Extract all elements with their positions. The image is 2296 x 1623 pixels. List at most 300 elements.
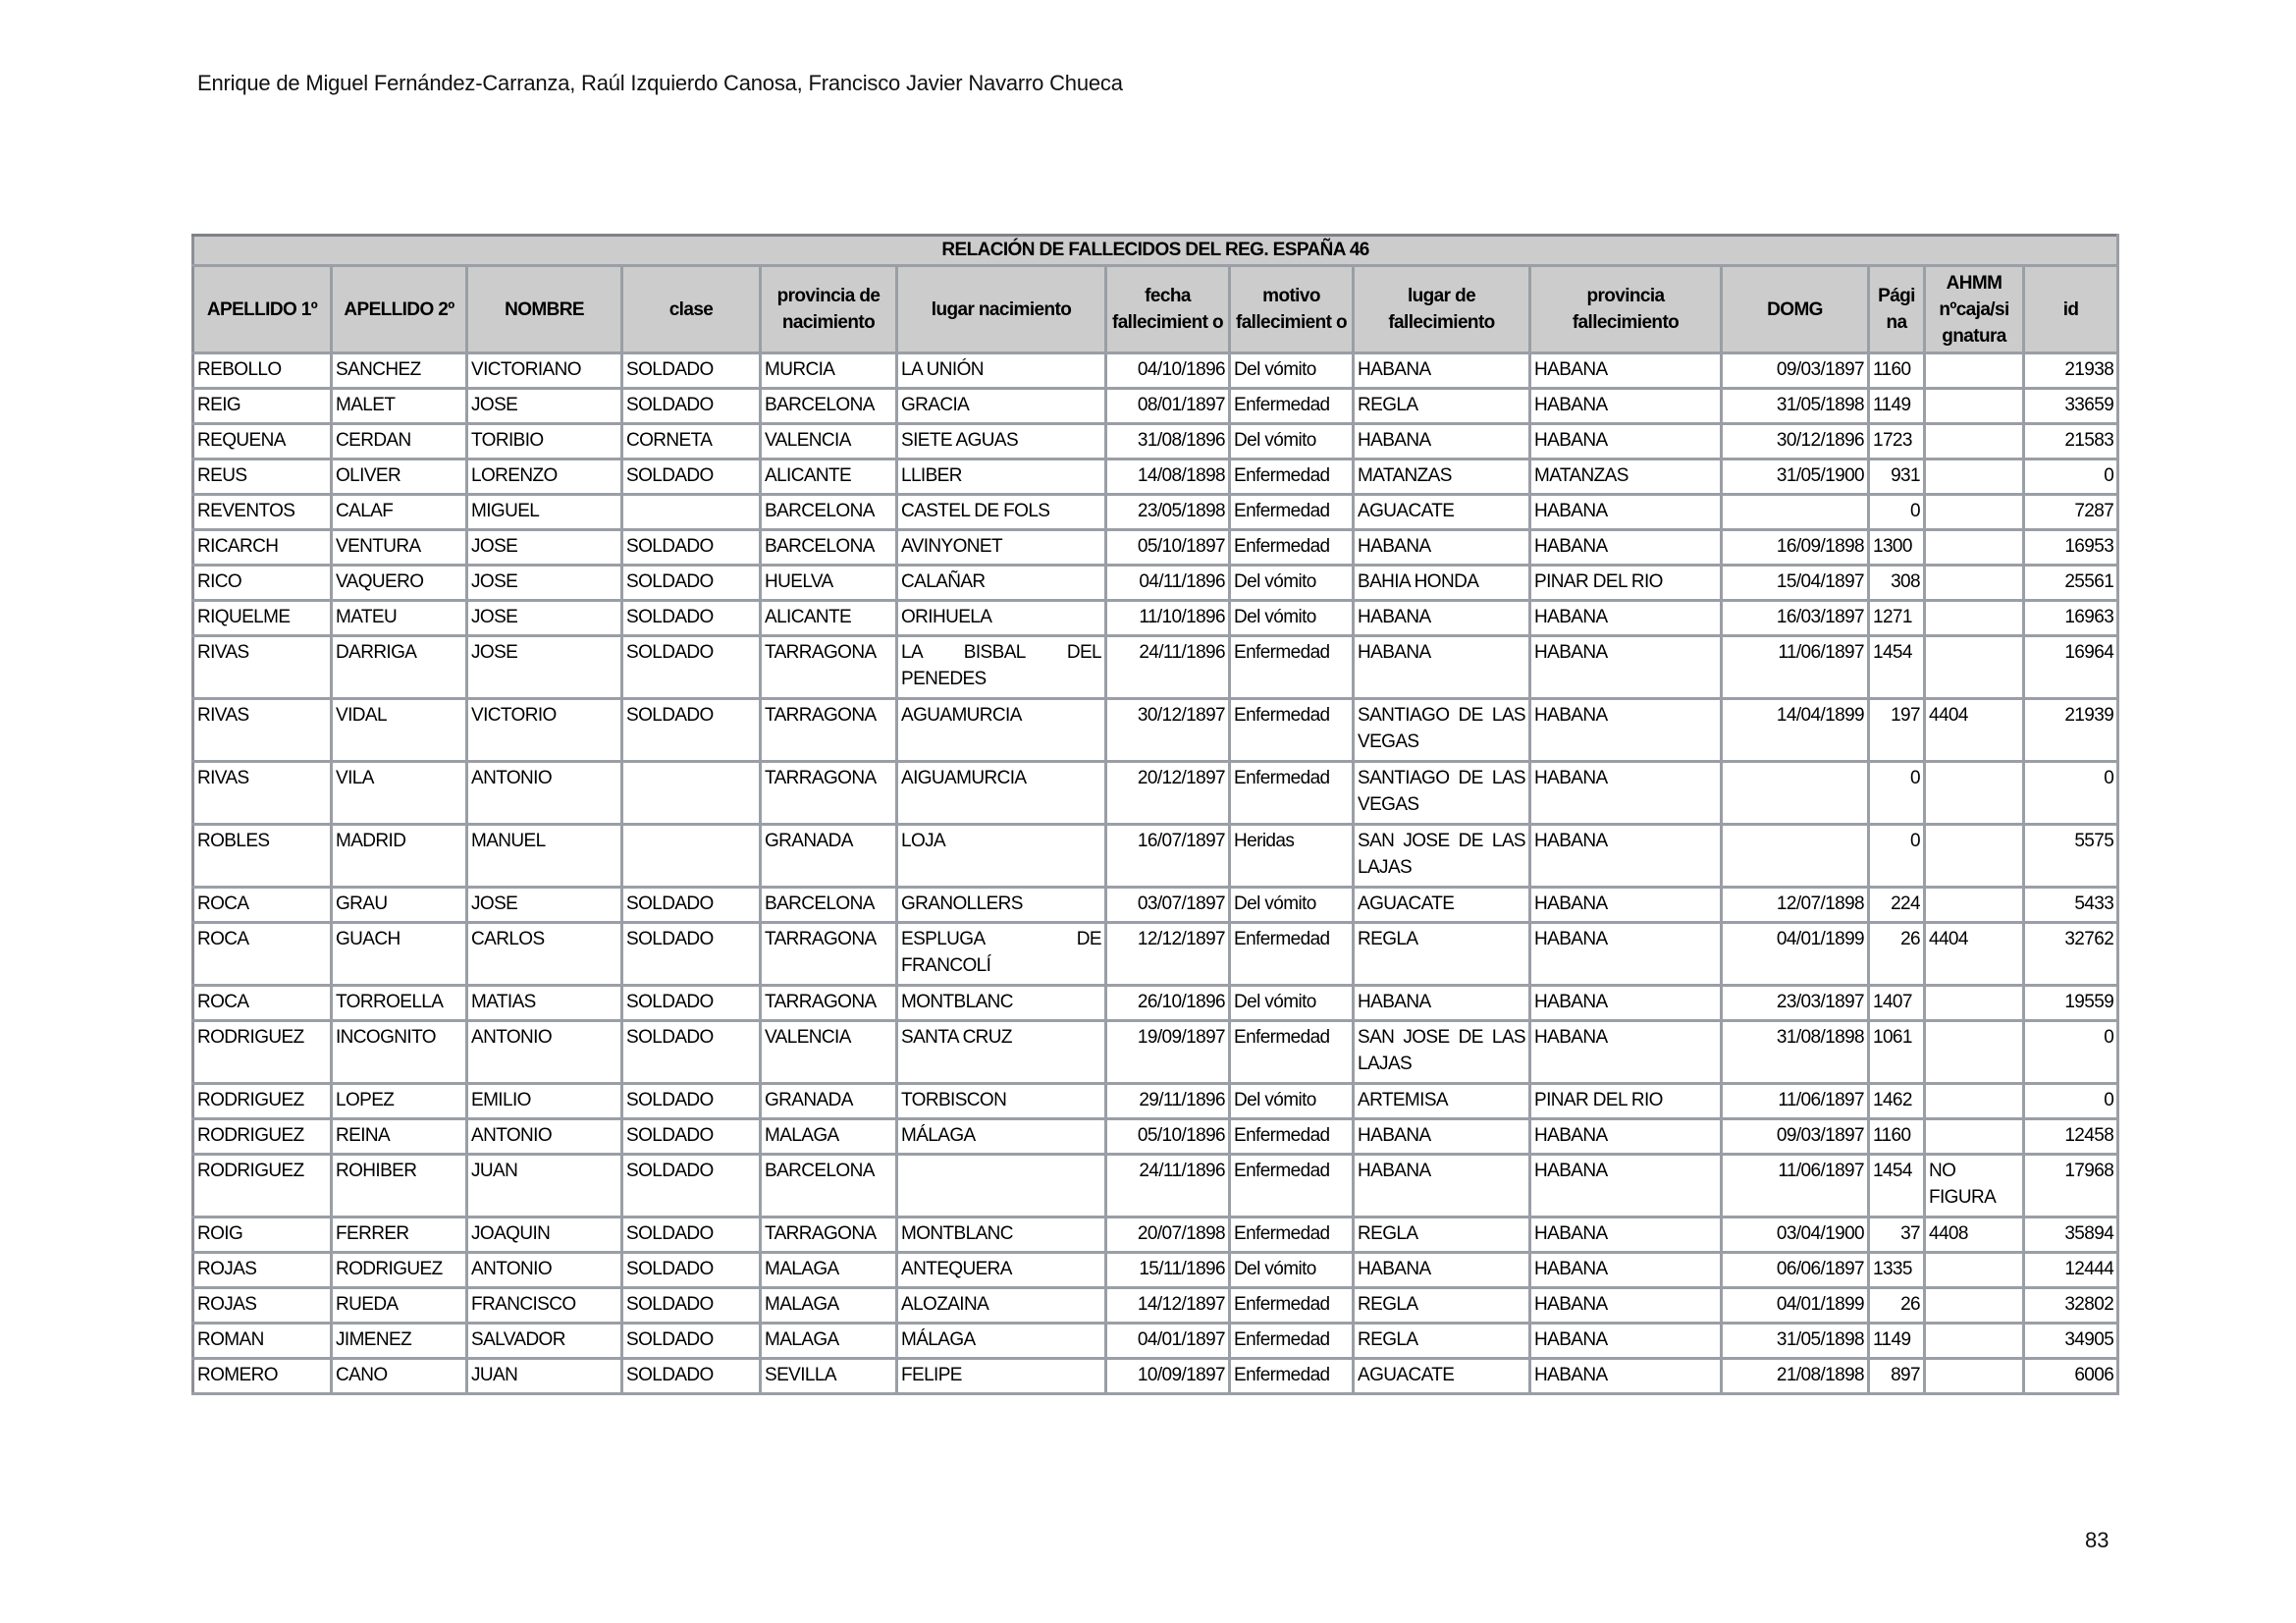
cell-lugar-nac: AVINYONET (897, 530, 1106, 566)
cell-ahmm (1925, 888, 2024, 923)
cell-clase: SOLDADO (622, 1288, 761, 1324)
cell-lugar-fall: SANTIAGO DE LAS VEGAS (1354, 762, 1530, 825)
cell-id: 0 (2024, 1084, 2118, 1119)
table-body (193, 353, 2118, 1394)
cell-pagina: 1723 (1869, 424, 1925, 460)
cell-nombre: VICTORIANO (467, 353, 622, 389)
cell-pagina: 1407 (1869, 986, 1925, 1021)
cell-nombre: ANTONIO (467, 1253, 622, 1288)
cell-provincia-fall: HABANA (1530, 530, 1722, 566)
cell-apellido1: RICARCH (193, 530, 332, 566)
cell-pagina: 308 (1869, 566, 1925, 601)
cell-id: 34905 (2024, 1324, 2118, 1359)
cell-id: 0 (2024, 762, 2118, 825)
cell-apellido2: CERDAN (332, 424, 467, 460)
cell-lugar-nac: ESPLUGA DE FRANCOLÍ (897, 923, 1106, 986)
cell-apellido1: RODRIGUEZ (193, 1021, 332, 1084)
cell-pagina: 1160 (1869, 353, 1925, 389)
cell-provincia-fall: HABANA (1530, 1253, 1722, 1288)
cell-fecha-fall: 19/09/1897 (1106, 1021, 1230, 1084)
cell-lugar-nac: LA UNIÓN (897, 353, 1106, 389)
cell-fecha-fall: 05/10/1896 (1106, 1119, 1230, 1155)
cell-domg (1722, 495, 1869, 530)
cell-provincia-fall: HABANA (1530, 1021, 1722, 1084)
cell-lugar-fall: SAN JOSE DE LAS LAJAS (1354, 825, 1530, 888)
cell-pagina: 1454 (1869, 1155, 1925, 1217)
cell-apellido1: ROCA (193, 986, 332, 1021)
cell-domg: 11/06/1897 (1722, 1155, 1869, 1217)
column-header-row (193, 266, 2118, 353)
cell-motivo: Enfermedad (1230, 1119, 1354, 1155)
cell-ahmm: NO FIGURA (1925, 1155, 2024, 1217)
cell-fecha-fall: 26/10/1896 (1106, 986, 1230, 1021)
cell-motivo: Enfermedad (1230, 762, 1354, 825)
cell-nombre: EMILIO (467, 1084, 622, 1119)
cell-clase: SOLDADO (622, 601, 761, 636)
cell-ahmm: 4404 (1925, 699, 2024, 762)
cell-ahmm (1925, 986, 2024, 1021)
cell-clase: SOLDADO (622, 1084, 761, 1119)
column-header-lugar-fall: lugar de fallecimiento (1354, 266, 1530, 353)
cell-fecha-fall: 14/12/1897 (1106, 1288, 1230, 1324)
cell-provincia-nac: MALAGA (761, 1288, 897, 1324)
cell-lugar-nac: GRANOLLERS (897, 888, 1106, 923)
cell-lugar-fall: REGLA (1354, 923, 1530, 986)
cell-apellido2: VENTURA (332, 530, 467, 566)
cell-pagina: 897 (1869, 1359, 1925, 1394)
cell-apellido2: GUACH (332, 923, 467, 986)
cell-pagina: 1462 (1869, 1084, 1925, 1119)
cell-ahmm (1925, 1359, 2024, 1394)
cell-domg: 12/07/1898 (1722, 888, 1869, 923)
cell-lugar-fall: AGUACATE (1354, 1359, 1530, 1394)
cell-domg: 09/03/1897 (1722, 353, 1869, 389)
cell-clase: SOLDADO (622, 1155, 761, 1217)
column-header-apellido1: APELLIDO 1º (193, 266, 332, 353)
cell-fecha-fall: 23/05/1898 (1106, 495, 1230, 530)
cell-apellido2: LOPEZ (332, 1084, 467, 1119)
cell-provincia-fall: HABANA (1530, 1119, 1722, 1155)
cell-nombre: VICTORIO (467, 699, 622, 762)
cell-lugar-nac: CASTEL DE FOLS (897, 495, 1106, 530)
cell-pagina: 1149 (1869, 389, 1925, 424)
cell-lugar-nac (897, 1155, 1106, 1217)
cell-id: 19559 (2024, 986, 2118, 1021)
cell-lugar-fall: MATANZAS (1354, 460, 1530, 495)
cell-nombre: JOSE (467, 888, 622, 923)
cell-nombre: JOSE (467, 389, 622, 424)
cell-pagina: 197 (1869, 699, 1925, 762)
cell-motivo: Del vómito (1230, 986, 1354, 1021)
cell-provincia-nac: SEVILLA (761, 1359, 897, 1394)
cell-id: 0 (2024, 460, 2118, 495)
cell-pagina: 1271 (1869, 601, 1925, 636)
cell-provincia-nac: TARRAGONA (761, 762, 897, 825)
cell-apellido2: INCOGNITO (332, 1021, 467, 1084)
cell-pagina: 1149 (1869, 1324, 1925, 1359)
cell-provincia-fall: HABANA (1530, 1217, 1722, 1253)
column-header-clase: clase (622, 266, 761, 353)
table-row (193, 495, 2118, 530)
cell-domg: 03/04/1900 (1722, 1217, 1869, 1253)
deaths-table (191, 234, 2119, 1395)
cell-provincia-fall: HABANA (1530, 389, 1722, 424)
cell-clase: SOLDADO (622, 1021, 761, 1084)
cell-lugar-fall: HABANA (1354, 530, 1530, 566)
cell-lugar-fall: SANTIAGO DE LAS VEGAS (1354, 699, 1530, 762)
cell-lugar-fall: HABANA (1354, 636, 1530, 699)
cell-clase: SOLDADO (622, 699, 761, 762)
cell-domg: 04/01/1899 (1722, 1288, 1869, 1324)
cell-apellido2: OLIVER (332, 460, 467, 495)
cell-pagina: 931 (1869, 460, 1925, 495)
cell-fecha-fall: 24/11/1896 (1106, 1155, 1230, 1217)
cell-lugar-nac: SANTA CRUZ (897, 1021, 1106, 1084)
cell-provincia-nac: BARCELONA (761, 1155, 897, 1217)
cell-pagina: 1335 (1869, 1253, 1925, 1288)
cell-provincia-fall: HABANA (1530, 1359, 1722, 1394)
cell-lugar-nac: MONTBLANC (897, 986, 1106, 1021)
cell-provincia-nac: TARRAGONA (761, 699, 897, 762)
cell-lugar-nac: MÁLAGA (897, 1324, 1106, 1359)
cell-pagina: 26 (1869, 1288, 1925, 1324)
cell-clase: SOLDADO (622, 460, 761, 495)
cell-fecha-fall: 12/12/1897 (1106, 923, 1230, 986)
cell-pagina: 1454 (1869, 636, 1925, 699)
table-row (193, 923, 2118, 986)
cell-apellido2: CALAF (332, 495, 467, 530)
cell-domg: 31/05/1898 (1722, 1324, 1869, 1359)
cell-apellido1: RIVAS (193, 699, 332, 762)
cell-ahmm (1925, 825, 2024, 888)
cell-lugar-fall: HABANA (1354, 353, 1530, 389)
cell-provincia-fall: HABANA (1530, 986, 1722, 1021)
cell-domg: 15/04/1897 (1722, 566, 1869, 601)
cell-pagina: 1160 (1869, 1119, 1925, 1155)
cell-fecha-fall: 10/09/1897 (1106, 1359, 1230, 1394)
cell-provincia-nac: MALAGA (761, 1324, 897, 1359)
cell-id: 5433 (2024, 888, 2118, 923)
cell-apellido1: RIVAS (193, 762, 332, 825)
cell-ahmm (1925, 1288, 2024, 1324)
cell-lugar-fall: REGLA (1354, 1288, 1530, 1324)
cell-domg: 23/03/1897 (1722, 986, 1869, 1021)
cell-id: 0 (2024, 1021, 2118, 1084)
cell-pagina: 1300 (1869, 530, 1925, 566)
table-row (193, 825, 2118, 888)
cell-id: 21938 (2024, 353, 2118, 389)
cell-ahmm: 4408 (1925, 1217, 2024, 1253)
table-row (193, 762, 2118, 825)
cell-nombre: CARLOS (467, 923, 622, 986)
cell-clase (622, 825, 761, 888)
cell-lugar-fall: REGLA (1354, 1217, 1530, 1253)
cell-provincia-fall: MATANZAS (1530, 460, 1722, 495)
cell-provincia-fall: PINAR DEL RIO (1530, 566, 1722, 601)
column-header-pagina: Pági na (1869, 266, 1925, 353)
cell-ahmm (1925, 601, 2024, 636)
cell-motivo: Enfermedad (1230, 1021, 1354, 1084)
cell-nombre: JOSE (467, 566, 622, 601)
table-row (193, 460, 2118, 495)
table-row (193, 530, 2118, 566)
cell-apellido2: TORROELLA (332, 986, 467, 1021)
cell-lugar-fall: HABANA (1354, 1253, 1530, 1288)
table-row (193, 636, 2118, 699)
cell-motivo: Del vómito (1230, 353, 1354, 389)
cell-fecha-fall: 04/11/1896 (1106, 566, 1230, 601)
table-row (193, 424, 2118, 460)
table-row (193, 1324, 2118, 1359)
cell-clase: CORNETA (622, 424, 761, 460)
cell-provincia-nac: MURCIA (761, 353, 897, 389)
cell-clase (622, 495, 761, 530)
cell-ahmm (1925, 353, 2024, 389)
table-row (193, 888, 2118, 923)
cell-fecha-fall: 14/08/1898 (1106, 460, 1230, 495)
cell-apellido2: VAQUERO (332, 566, 467, 601)
cell-fecha-fall: 16/07/1897 (1106, 825, 1230, 888)
cell-clase: SOLDADO (622, 389, 761, 424)
cell-nombre: ANTONIO (467, 1021, 622, 1084)
cell-domg: 14/04/1899 (1722, 699, 1869, 762)
table-row (193, 353, 2118, 389)
cell-apellido1: ROMERO (193, 1359, 332, 1394)
cell-provincia-nac: BARCELONA (761, 495, 897, 530)
column-header-apellido2: APELLIDO 2º (332, 266, 467, 353)
column-header-provincia-nac: provincia de nacimiento (761, 266, 897, 353)
cell-apellido2: MATEU (332, 601, 467, 636)
cell-nombre: JOSE (467, 601, 622, 636)
cell-provincia-nac: HUELVA (761, 566, 897, 601)
cell-provincia-nac: BARCELONA (761, 888, 897, 923)
cell-motivo: Del vómito (1230, 1253, 1354, 1288)
cell-fecha-fall: 29/11/1896 (1106, 1084, 1230, 1119)
column-header-provincia-fall: provincia fallecimiento (1530, 266, 1722, 353)
cell-lugar-fall: HABANA (1354, 424, 1530, 460)
table-row (193, 566, 2118, 601)
cell-id: 32802 (2024, 1288, 2118, 1324)
column-header-motivo: motivo fallecimient o (1230, 266, 1354, 353)
cell-lugar-nac: LOJA (897, 825, 1106, 888)
cell-apellido1: RODRIGUEZ (193, 1084, 332, 1119)
table-row (193, 1288, 2118, 1324)
cell-fecha-fall: 04/01/1897 (1106, 1324, 1230, 1359)
table-row (193, 699, 2118, 762)
cell-motivo: Enfermedad (1230, 923, 1354, 986)
cell-motivo: Del vómito (1230, 601, 1354, 636)
cell-lugar-nac: ORIHUELA (897, 601, 1106, 636)
cell-provincia-fall: HABANA (1530, 1155, 1722, 1217)
cell-id: 33659 (2024, 389, 2118, 424)
cell-apellido1: REVENTOS (193, 495, 332, 530)
cell-motivo: Enfermedad (1230, 1217, 1354, 1253)
cell-apellido1: REUS (193, 460, 332, 495)
cell-domg: 06/06/1897 (1722, 1253, 1869, 1288)
column-header-fecha-fall: fecha fallecimient o (1106, 266, 1230, 353)
cell-lugar-nac: CALAÑAR (897, 566, 1106, 601)
cell-pagina: 224 (1869, 888, 1925, 923)
cell-lugar-nac: GRACIA (897, 389, 1106, 424)
cell-nombre: LORENZO (467, 460, 622, 495)
cell-clase (622, 762, 761, 825)
cell-provincia-nac: ALICANTE (761, 601, 897, 636)
cell-ahmm (1925, 389, 2024, 424)
cell-clase: SOLDADO (622, 1119, 761, 1155)
running-header-authors: Enrique de Miguel Fernández-Carranza, Raúl Izquierdo Canosa, Francisco Javier Navarro Chueca (197, 71, 1123, 95)
cell-ahmm (1925, 636, 2024, 699)
cell-provincia-nac: VALENCIA (761, 424, 897, 460)
cell-nombre: ANTONIO (467, 1119, 622, 1155)
cell-motivo: Del vómito (1230, 424, 1354, 460)
cell-apellido2: CANO (332, 1359, 467, 1394)
cell-lugar-nac: MONTBLANC (897, 1217, 1106, 1253)
cell-fecha-fall: 20/07/1898 (1106, 1217, 1230, 1253)
cell-lugar-nac: LLIBER (897, 460, 1106, 495)
cell-fecha-fall: 30/12/1897 (1106, 699, 1230, 762)
cell-motivo: Enfermedad (1230, 1324, 1354, 1359)
table-row (193, 1021, 2118, 1084)
cell-apellido2: REINA (332, 1119, 467, 1155)
cell-ahmm (1925, 1119, 2024, 1155)
cell-apellido1: RIQUELME (193, 601, 332, 636)
cell-clase: SOLDADO (622, 353, 761, 389)
cell-lugar-nac: FELIPE (897, 1359, 1106, 1394)
cell-lugar-nac: TORBISCON (897, 1084, 1106, 1119)
cell-clase: SOLDADO (622, 1359, 761, 1394)
table-row (193, 1084, 2118, 1119)
cell-nombre: FRANCISCO (467, 1288, 622, 1324)
cell-id: 12458 (2024, 1119, 2118, 1155)
cell-ahmm (1925, 530, 2024, 566)
cell-provincia-fall: HABANA (1530, 424, 1722, 460)
cell-apellido1: RODRIGUEZ (193, 1155, 332, 1217)
cell-domg: 11/06/1897 (1722, 1084, 1869, 1119)
cell-motivo: Enfermedad (1230, 1288, 1354, 1324)
cell-clase: SOLDADO (622, 636, 761, 699)
cell-motivo: Enfermedad (1230, 530, 1354, 566)
cell-apellido2: GRAU (332, 888, 467, 923)
cell-fecha-fall: 15/11/1896 (1106, 1253, 1230, 1288)
cell-domg: 31/05/1900 (1722, 460, 1869, 495)
cell-nombre: JOSE (467, 530, 622, 566)
cell-lugar-nac: SIETE AGUAS (897, 424, 1106, 460)
cell-apellido2: MADRID (332, 825, 467, 888)
cell-provincia-fall: HABANA (1530, 923, 1722, 986)
column-header-id: id (2024, 266, 2118, 353)
cell-domg: 16/03/1897 (1722, 601, 1869, 636)
cell-provincia-nac: VALENCIA (761, 1021, 897, 1084)
cell-ahmm: 4404 (1925, 923, 2024, 986)
table-title: RELACIÓN DE FALLECIDOS DEL REG. ESPAÑA 46 (193, 236, 2118, 266)
cell-nombre: MIGUEL (467, 495, 622, 530)
cell-clase: SOLDADO (622, 986, 761, 1021)
cell-domg (1722, 762, 1869, 825)
cell-lugar-fall: HABANA (1354, 601, 1530, 636)
cell-nombre: JOAQUIN (467, 1217, 622, 1253)
cell-nombre: MATIAS (467, 986, 622, 1021)
cell-apellido1: ROJAS (193, 1288, 332, 1324)
cell-pagina: 37 (1869, 1217, 1925, 1253)
cell-apellido2: VILA (332, 762, 467, 825)
cell-lugar-nac: ANTEQUERA (897, 1253, 1106, 1288)
cell-provincia-fall: HABANA (1530, 601, 1722, 636)
cell-pagina: 0 (1869, 762, 1925, 825)
cell-apellido2: SANCHEZ (332, 353, 467, 389)
cell-provincia-fall: HABANA (1530, 888, 1722, 923)
cell-nombre: JUAN (467, 1359, 622, 1394)
cell-apellido2: FERRER (332, 1217, 467, 1253)
cell-clase: SOLDADO (622, 923, 761, 986)
cell-provincia-nac: TARRAGONA (761, 1217, 897, 1253)
cell-id: 25561 (2024, 566, 2118, 601)
cell-ahmm (1925, 1084, 2024, 1119)
cell-apellido1: ROBLES (193, 825, 332, 888)
column-header-nombre: NOMBRE (467, 266, 622, 353)
cell-ahmm (1925, 495, 2024, 530)
cell-provincia-nac: GRANADA (761, 1084, 897, 1119)
cell-apellido1: ROCA (193, 923, 332, 986)
cell-provincia-nac: TARRAGONA (761, 636, 897, 699)
cell-apellido1: RODRIGUEZ (193, 1119, 332, 1155)
cell-clase: SOLDADO (622, 888, 761, 923)
cell-nombre: MANUEL (467, 825, 622, 888)
cell-domg: 31/05/1898 (1722, 389, 1869, 424)
cell-apellido1: REIG (193, 389, 332, 424)
cell-pagina: 0 (1869, 825, 1925, 888)
cell-fecha-fall: 20/12/1897 (1106, 762, 1230, 825)
cell-motivo: Enfermedad (1230, 1359, 1354, 1394)
table-row (193, 1119, 2118, 1155)
cell-provincia-nac: GRANADA (761, 825, 897, 888)
cell-id: 12444 (2024, 1253, 2118, 1288)
table-row (193, 1217, 2118, 1253)
cell-lugar-nac: AGUAMURCIA (897, 699, 1106, 762)
cell-clase: SOLDADO (622, 1324, 761, 1359)
cell-domg: 30/12/1896 (1722, 424, 1869, 460)
cell-apellido1: ROCA (193, 888, 332, 923)
cell-lugar-fall: HABANA (1354, 1119, 1530, 1155)
cell-ahmm (1925, 1253, 2024, 1288)
cell-id: 16964 (2024, 636, 2118, 699)
cell-provincia-fall: HABANA (1530, 762, 1722, 825)
cell-id: 32762 (2024, 923, 2118, 986)
cell-provincia-fall: HABANA (1530, 699, 1722, 762)
cell-fecha-fall: 08/01/1897 (1106, 389, 1230, 424)
cell-ahmm (1925, 460, 2024, 495)
cell-clase: SOLDADO (622, 530, 761, 566)
cell-nombre: SALVADOR (467, 1324, 622, 1359)
cell-provincia-fall: HABANA (1530, 1324, 1722, 1359)
cell-apellido2: VIDAL (332, 699, 467, 762)
cell-apellido1: RICO (193, 566, 332, 601)
cell-fecha-fall: 31/08/1896 (1106, 424, 1230, 460)
cell-apellido1: ROIG (193, 1217, 332, 1253)
column-header-ahmm: AHMM nºcaja/si gnatura (1925, 266, 2024, 353)
cell-domg: 21/08/1898 (1722, 1359, 1869, 1394)
cell-lugar-fall: AGUACATE (1354, 495, 1530, 530)
cell-motivo: Del vómito (1230, 1084, 1354, 1119)
cell-domg: 31/08/1898 (1722, 1021, 1869, 1084)
cell-apellido2: RODRIGUEZ (332, 1253, 467, 1288)
table-row (193, 1253, 2118, 1288)
cell-domg: 09/03/1897 (1722, 1119, 1869, 1155)
cell-motivo: Del vómito (1230, 566, 1354, 601)
cell-apellido2: ROHIBER (332, 1155, 467, 1217)
cell-nombre: JOSE (467, 636, 622, 699)
cell-lugar-fall: ARTEMISA (1354, 1084, 1530, 1119)
cell-lugar-nac: AIGUAMURCIA (897, 762, 1106, 825)
